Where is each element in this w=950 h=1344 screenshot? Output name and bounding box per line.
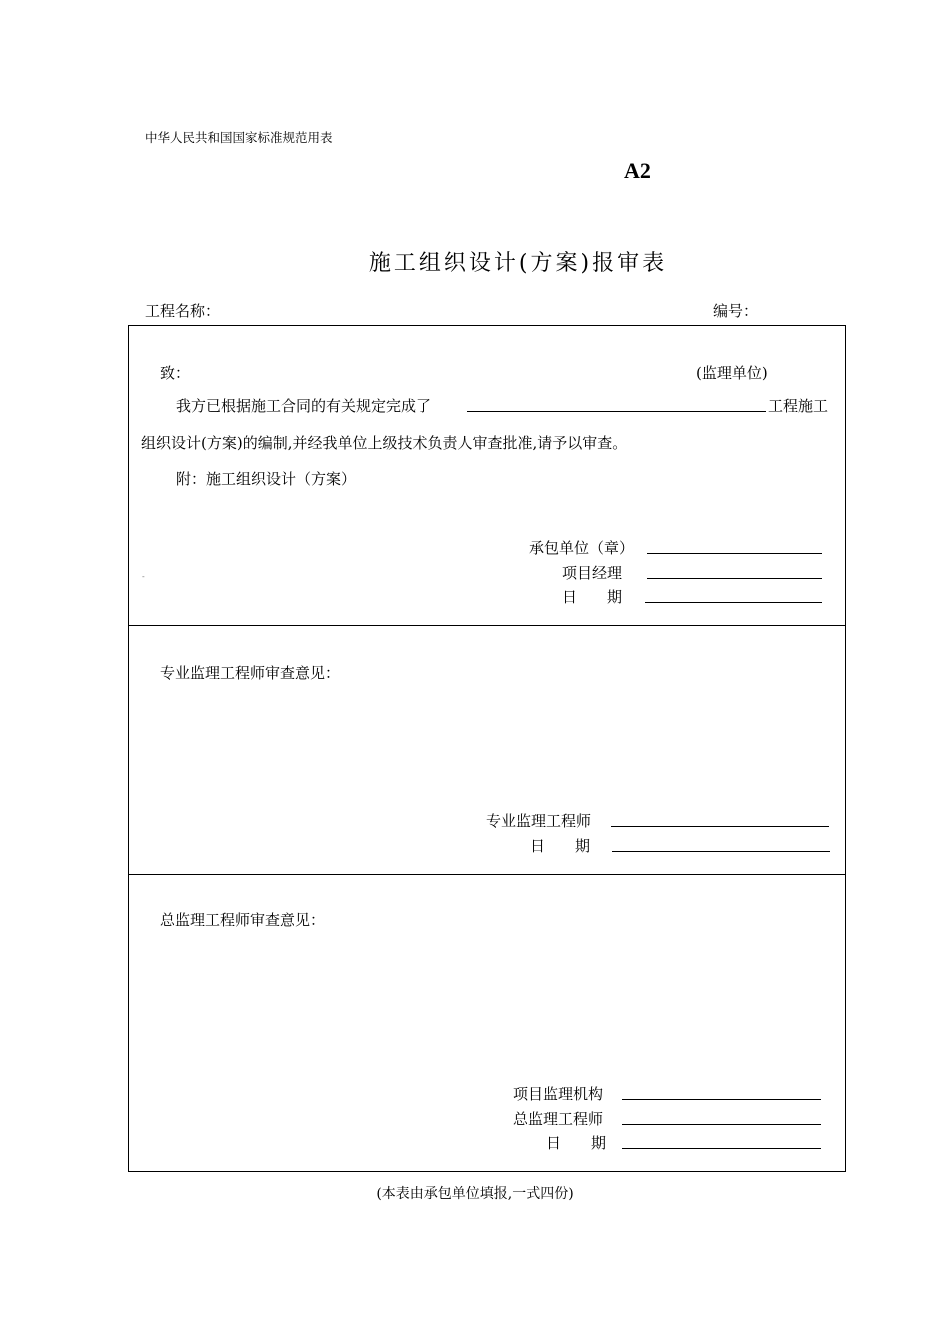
standard-label: 中华人民共和国国家标准规范用表 bbox=[145, 130, 333, 145]
body-line2: 组织设计(方案)的编制,并经我单位上级技术负责人审查批准,请予以审查。 bbox=[141, 434, 628, 452]
submission-date-label: 日 期 bbox=[562, 588, 623, 606]
footer-note: (本表由承包单位填报,一式四份) bbox=[376, 1186, 574, 1202]
specialist-review-section bbox=[129, 625, 845, 875]
contractor-label: 承包单位（章） bbox=[529, 539, 635, 557]
form-code: A2 bbox=[624, 158, 651, 183]
chief-opinion-label: 总监理工程师审查意见： bbox=[160, 911, 326, 929]
specialist-date-label: 日 期 bbox=[530, 837, 591, 855]
specialist-opinion-label: 专业监理工程师审查意见： bbox=[160, 664, 341, 682]
specialist-date-blank[interactable] bbox=[612, 837, 830, 852]
chief-date-blank[interactable] bbox=[622, 1134, 821, 1149]
specialist-engineer-label: 专业监理工程师 bbox=[486, 812, 592, 830]
chief-engineer-label: 总监理工程师 bbox=[513, 1110, 604, 1128]
supervision-agency-label: 项目监理机构 bbox=[513, 1085, 604, 1103]
submission-date-blank[interactable] bbox=[645, 588, 822, 603]
stray-mark: - bbox=[142, 572, 145, 581]
project-name-label: 工程名称： bbox=[145, 302, 221, 320]
serial-number-label: 编号： bbox=[713, 302, 759, 320]
specialist-engineer-blank[interactable] bbox=[611, 812, 829, 827]
supervision-agency-blank[interactable] bbox=[622, 1085, 821, 1100]
chief-date-label: 日 期 bbox=[546, 1134, 607, 1152]
contractor-blank[interactable] bbox=[647, 539, 822, 554]
chief-engineer-blank[interactable] bbox=[622, 1110, 821, 1125]
project-manager-label: 项目经理 bbox=[562, 564, 623, 582]
body-line1-prefix: 我方已根据施工合同的有关规定完成了 bbox=[176, 397, 432, 415]
body-line1-suffix: 工程施工 bbox=[768, 397, 829, 415]
attachment-label: 附：施工组织设计（方案） bbox=[176, 470, 357, 488]
supervisor-unit-label: (监理单位) bbox=[696, 364, 768, 382]
form-table bbox=[128, 325, 846, 1172]
chief-review-section bbox=[129, 874, 845, 1171]
form-title: 施工组织设计(方案)报审表 bbox=[368, 251, 668, 276]
submission-section bbox=[129, 326, 845, 626]
to-label: 致： bbox=[160, 364, 191, 382]
project-name-blank[interactable] bbox=[467, 397, 766, 412]
project-manager-blank[interactable] bbox=[647, 564, 822, 579]
